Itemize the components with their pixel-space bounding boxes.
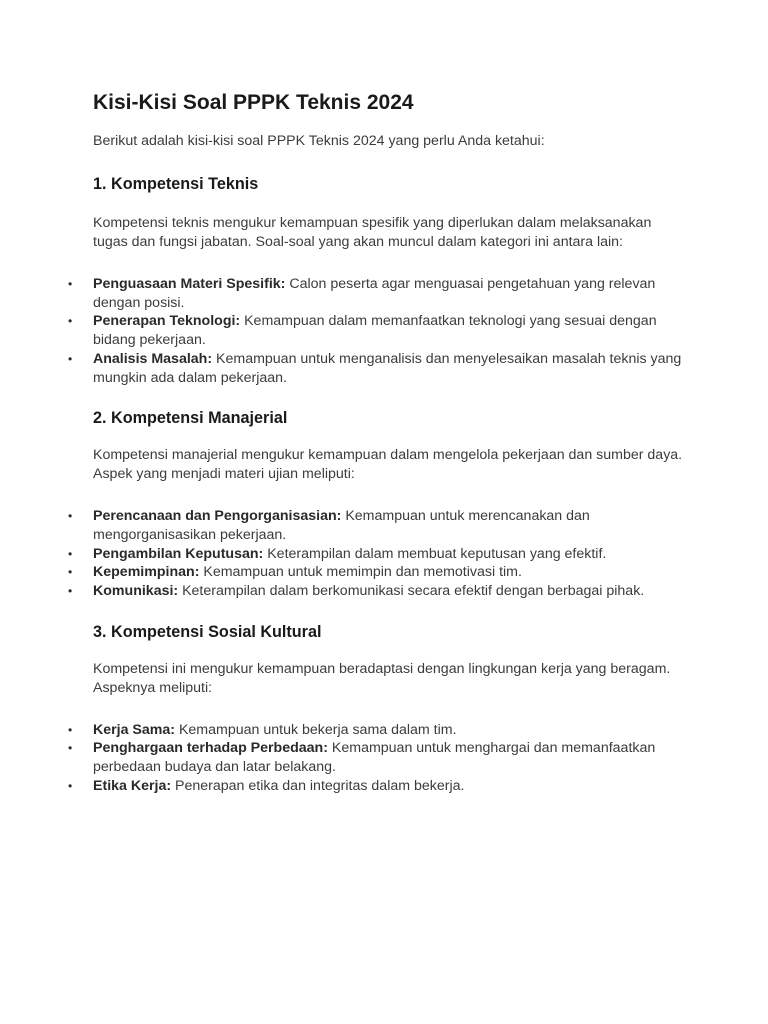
list-item-term: Kerja Sama: (93, 721, 176, 738)
list-item-text: Kemampuan untuk menghargai dan memanfaatkan perbedaan budaya dan latar belakang. (93, 740, 656, 776)
list-item-text: Penerapan etika dan integritas dalam bekerja. (171, 777, 465, 794)
list-item-text: Kemampuan untuk merencanakan dan mengorganisasikan pekerjaan. (93, 508, 590, 543)
list-item-text: Keterampilan dalam berkomunikasi secara efektif dengan berbagai pihak. (178, 583, 645, 600)
bullet-icon: • (68, 584, 73, 599)
list-item-text: Kemampuan dalam memanfaatkan teknologi yang sesuai dengan bidang pekerjaan. (93, 313, 657, 349)
list-item (68, 545, 683, 564)
section-intro-kompetensi-sosial-kultural: Kompetensi ini mengukur kemampuan beradaptasi dengan lingkungan kerja yang beragam. Aspeknya meliputi: (93, 660, 671, 696)
list-item-term: Penguasaan Materi Spesifik: (93, 276, 286, 292)
list-item (68, 275, 683, 312)
list-item-term: Penghargaan terhadap Perbedaan: (93, 740, 328, 757)
bullet-icon: • (68, 546, 73, 561)
list-item-term: Analisis Masalah: (93, 350, 213, 367)
section-intro-kompetensi-manajerial: Kompetensi manajerial mengukur kemampuan dalam mengelola pekerjaan dan sumber daya. Aspek yang menjadi materi ujian meliputi: (93, 447, 683, 483)
list-item-text: Calon peserta agar menguasai pengetahuan yang relevan dengan posisi. (93, 276, 656, 311)
page-title: Kisi-Kisi Soal PPPK Teknis 2024 (93, 91, 414, 114)
bullet-icon: • (68, 509, 73, 524)
bullet-icon: • (68, 314, 73, 329)
bullet-icon: • (68, 277, 73, 291)
list-kompetensi-teknis (68, 275, 683, 387)
bullet-icon: • (68, 741, 73, 756)
bullet-icon: • (68, 351, 73, 366)
list-item-text: Kemampuan untuk memimpin dan memotivasi tim. (199, 564, 522, 581)
list-item (68, 312, 683, 349)
section-heading-kompetensi-sosial-kultural: 3. Kompetensi Sosial Kultural (93, 622, 322, 641)
list-item-term: Penerapan Teknologi: (93, 313, 241, 330)
bullet-icon: • (68, 778, 73, 793)
bullet-icon: • (68, 722, 73, 737)
list-item (68, 350, 683, 387)
section-heading-kompetensi-teknis: 1. Kompetensi Teknis (93, 175, 259, 193)
document-page (68, 88, 683, 796)
list-item-text: Kemampuan untuk bekerja sama dalam tim. (175, 721, 457, 738)
list-kompetensi-sosial-kultural (68, 721, 683, 796)
list-item (68, 777, 683, 796)
list-item (68, 739, 683, 776)
list-item-text: Keterampilan dalam membuat keputusan yang efektif. (263, 545, 607, 562)
list-kompetensi-manajerial (68, 507, 683, 601)
list-item-term: Pengambilan Keputusan: (93, 545, 264, 562)
list-item (68, 582, 683, 601)
list-item-term: Etika Kerja: (93, 777, 172, 794)
list-item-term: Komunikasi: (93, 583, 179, 600)
list-item (68, 507, 683, 544)
intro-paragraph: Berikut adalah kisi-kisi soal PPPK Teknis 2024 yang perlu Anda ketahui: (93, 133, 545, 149)
list-item-term: Perencanaan dan Pengorganisasian: (93, 508, 342, 525)
list-item (68, 721, 683, 740)
list-item-text: Kemampuan untuk menganalisis dan menyelesaikan masalah teknis yang mungkin ada dalam pekerjaan. (93, 350, 682, 386)
section-intro-kompetensi-teknis: Kompetensi teknis mengukur kemampuan spesifik yang diperlukan dalam melaksanakan tugas dan fungsi jabatan. Soal-soal yang akan muncul dalam kategori ini antara lain: (93, 215, 652, 250)
list-item-term: Kepemimpinan: (93, 564, 200, 581)
section-heading-kompetensi-manajerial: 2. Kompetensi Manajerial (93, 409, 288, 428)
list-item (68, 563, 683, 582)
bullet-icon: • (68, 565, 73, 580)
